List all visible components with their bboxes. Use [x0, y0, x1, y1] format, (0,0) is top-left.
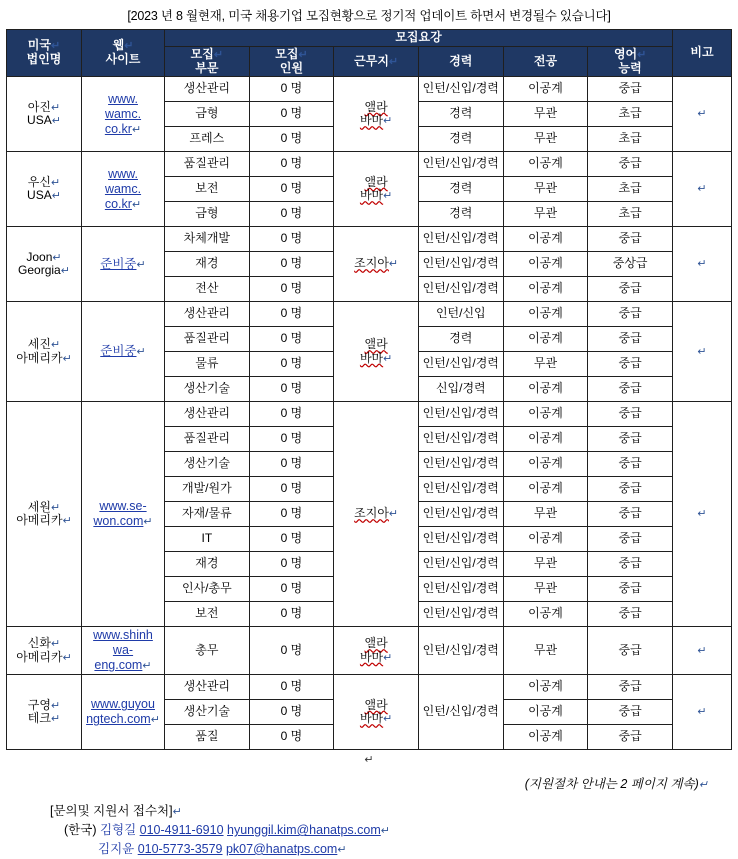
career-cell: 인턴/신입/경력: [418, 452, 503, 477]
footer-note: [6, 766, 732, 792]
remarks-cell: ↵: [673, 675, 732, 750]
contact-phone[interactable]: 010-5773-3579: [137, 841, 223, 856]
career-cell: 인턴/신입/경력: [418, 402, 503, 427]
contact-row-secondary: [50, 840, 732, 859]
table-row: [7, 227, 732, 252]
count-cell: 0 명: [249, 352, 334, 377]
contact-heading-row: [50, 802, 732, 821]
page-title: [2023 년 8 월현재, 미국 채용기업 모집현황으로 정기적 업데이트 하면서 변경될수 있습니다]: [127, 9, 611, 23]
career-cell: 인턴/신입/경력: [418, 427, 503, 452]
dept-cell: 품질관리: [165, 327, 250, 352]
count-cell: 0 명: [249, 252, 334, 277]
contact-pilcrow: ↵: [337, 843, 347, 856]
location-cell: 조지아↵: [334, 402, 419, 627]
company-name: 세원↵ 아메리카↵: [7, 402, 82, 627]
company-name: 아진↵ USA↵: [7, 77, 82, 152]
major-cell: 이공계: [503, 700, 588, 725]
website-link[interactable]: 준비중↵: [82, 227, 165, 302]
contact-block: [6, 792, 732, 858]
dept-cell: IT: [165, 527, 250, 552]
career-cell: 신입/경력: [418, 377, 503, 402]
table-row: [7, 77, 732, 102]
remarks-cell: ↵: [673, 152, 732, 227]
english-cell: 중급: [588, 277, 673, 302]
dept-cell: 보전: [165, 602, 250, 627]
header-row-1: [7, 30, 732, 47]
dept-cell: 생산기술: [165, 377, 250, 402]
career-cell: 인턴/신입: [418, 302, 503, 327]
header-company: 미국↵ 법인명: [7, 30, 82, 77]
contact-name: 김지윤: [98, 841, 138, 856]
website-link[interactable]: www.shinh wa- eng.com↵: [82, 627, 165, 675]
count-cell: 0 명: [249, 725, 334, 750]
career-cell: 인턴/신입/경력: [418, 227, 503, 252]
company-name: Joon↵ Georgia↵: [7, 227, 82, 302]
count-cell: 0 명: [249, 477, 334, 502]
header-career: 경력: [418, 46, 503, 77]
english-cell: 초급: [588, 202, 673, 227]
dept-cell: 생산관리: [165, 302, 250, 327]
remarks-cell: ↵: [673, 402, 732, 627]
major-cell: 무관: [503, 202, 588, 227]
dept-cell: 금형: [165, 202, 250, 227]
career-cell: 인턴/신입/경력: [418, 527, 503, 552]
dept-cell: 재경: [165, 552, 250, 577]
dept-cell: 생산기술: [165, 700, 250, 725]
table-row: [7, 402, 732, 427]
major-cell: 이공계: [503, 725, 588, 750]
major-cell: 무관: [503, 552, 588, 577]
website-link[interactable]: www.se- won.com↵: [82, 402, 165, 627]
major-cell: 이공계: [503, 227, 588, 252]
major-cell: 이공계: [503, 527, 588, 552]
english-cell: 중급: [588, 227, 673, 252]
header-english: 영어↵ 능력: [588, 46, 673, 77]
count-cell: 0 명: [249, 627, 334, 675]
dept-cell: 전산: [165, 277, 250, 302]
count-cell: 0 명: [249, 102, 334, 127]
header-location: 근무지↵: [334, 46, 419, 77]
contact-row-korea: [50, 821, 732, 840]
contact-label: (한국): [64, 823, 100, 838]
count-cell: 0 명: [249, 700, 334, 725]
count-cell: 0 명: [249, 302, 334, 327]
english-cell: 중급: [588, 602, 673, 627]
count-cell: 0 명: [249, 152, 334, 177]
english-cell: 중급: [588, 377, 673, 402]
count-cell: 0 명: [249, 427, 334, 452]
major-cell: 이공계: [503, 277, 588, 302]
contact-phone[interactable]: 010-4911-6910: [139, 823, 224, 838]
career-cell: 인턴/신입/경력: [418, 77, 503, 102]
major-cell: 이공계: [503, 602, 588, 627]
header-dept: 모집↵ 부문: [165, 46, 250, 77]
major-cell: 이공계: [503, 77, 588, 102]
english-cell: 중급: [588, 700, 673, 725]
dept-cell: 생산기술: [165, 452, 250, 477]
major-cell: 이공계: [503, 477, 588, 502]
header-requirements-group: 모집요강: [165, 30, 673, 47]
career-cell: 인턴/신입/경력: [418, 627, 503, 675]
remarks-cell: ↵: [673, 627, 732, 675]
table-row: [7, 152, 732, 177]
count-cell: 0 명: [249, 402, 334, 427]
english-cell: 중급: [588, 675, 673, 700]
career-cell: 인턴/신입/경력: [418, 477, 503, 502]
table-header: [7, 30, 732, 77]
count-cell: 0 명: [249, 127, 334, 152]
dept-cell: 금형: [165, 102, 250, 127]
major-cell: 무관: [503, 577, 588, 602]
dept-cell: 품질관리: [165, 152, 250, 177]
dept-cell: 생산관리: [165, 77, 250, 102]
career-cell: 인턴/신입/경력: [418, 675, 503, 750]
english-cell: 중급: [588, 352, 673, 377]
career-cell: 경력: [418, 127, 503, 152]
dept-cell: 생산관리: [165, 675, 250, 700]
dept-cell: 개발/원가: [165, 477, 250, 502]
count-cell: 0 명: [249, 277, 334, 302]
contact-name: 김형길: [99, 823, 140, 838]
location-cell: 앨라 바마↵: [334, 77, 419, 152]
major-cell: 이공계: [503, 152, 588, 177]
career-cell: 인턴/신입/경력: [418, 277, 503, 302]
english-cell: 중급: [588, 77, 673, 102]
remarks-cell: ↵: [673, 227, 732, 302]
english-cell: 중급: [588, 427, 673, 452]
contact-email[interactable]: hyunggil.kim@hanatps.com: [227, 823, 381, 838]
major-cell: 이공계: [503, 252, 588, 277]
career-cell: 인턴/신입/경력: [418, 552, 503, 577]
english-cell: 중급: [588, 527, 673, 552]
recruitment-table: [6, 29, 732, 750]
english-cell: 초급: [588, 102, 673, 127]
career-cell: 인턴/신입/경력: [418, 502, 503, 527]
count-cell: 0 명: [249, 202, 334, 227]
count-cell: 0 명: [249, 527, 334, 552]
company-name: 우신↵ USA↵: [7, 152, 82, 227]
company-name: 신화↵ 아메리카↵: [7, 627, 82, 675]
major-cell: 이공계: [503, 675, 588, 700]
count-cell: 0 명: [249, 377, 334, 402]
contact-email[interactable]: pk07@hanatps.com: [225, 841, 338, 856]
english-cell: 중급: [588, 327, 673, 352]
career-cell: 인턴/신입/경력: [418, 152, 503, 177]
location-cell: 앨라 바마↵: [334, 302, 419, 402]
header-major: 전공: [503, 46, 588, 77]
dept-cell: 자재/물류: [165, 502, 250, 527]
count-cell: 0 명: [249, 602, 334, 627]
contact-heading: [문의및 지원서 접수처]: [50, 804, 173, 819]
dept-cell: 품질: [165, 725, 250, 750]
contact-heading-pilcrow: ↵: [172, 806, 182, 819]
english-cell: 중상급: [588, 252, 673, 277]
count-cell: 0 명: [249, 502, 334, 527]
english-cell: 중급: [588, 452, 673, 477]
english-cell: 중급: [588, 577, 673, 602]
dept-cell: 총무: [165, 627, 250, 675]
company-name: 세진↵ 아메리카↵: [7, 302, 82, 402]
company-name: 구영↵ 테크↵: [7, 675, 82, 750]
major-cell: 이공계: [503, 302, 588, 327]
english-cell: 초급: [588, 127, 673, 152]
major-cell: 이공계: [503, 452, 588, 477]
website-link[interactable]: www. wamc. co.kr↵: [82, 77, 165, 152]
location-cell: 앨라 바마↵: [334, 675, 419, 750]
footer-note-text: (지원절차 안내는 2 페이지 계속): [524, 777, 699, 792]
career-cell: 경력: [418, 177, 503, 202]
english-cell: 중급: [588, 402, 673, 427]
english-cell: 중급: [588, 502, 673, 527]
dept-cell: 인사/총무: [165, 577, 250, 602]
count-cell: 0 명: [249, 327, 334, 352]
major-cell: 이공계: [503, 327, 588, 352]
career-cell: 인턴/신입/경력: [418, 602, 503, 627]
count-cell: 0 명: [249, 577, 334, 602]
body-pilcrow: ↵: [364, 754, 374, 767]
location-cell: 조지아↵: [334, 227, 419, 302]
footer-pilcrow: ↵: [698, 779, 708, 792]
website-link[interactable]: www. wamc. co.kr↵: [82, 152, 165, 227]
english-cell: 중급: [588, 627, 673, 675]
remarks-cell: ↵: [673, 77, 732, 152]
english-cell: 중급: [588, 477, 673, 502]
major-cell: 무관: [503, 352, 588, 377]
dept-cell: 생산관리: [165, 402, 250, 427]
location-cell: 앨라 바마↵: [334, 152, 419, 227]
english-cell: 중급: [588, 302, 673, 327]
table-row: [7, 627, 732, 675]
major-cell: 무관: [503, 177, 588, 202]
major-cell: 무관: [503, 102, 588, 127]
table-body: [7, 77, 732, 750]
career-cell: 인턴/신입/경력: [418, 577, 503, 602]
table-row: [7, 675, 732, 700]
career-cell: 인턴/신입/경력: [418, 352, 503, 377]
location-cell: 앨라 바마↵: [334, 627, 419, 675]
english-cell: 중급: [588, 725, 673, 750]
major-cell: 이공계: [503, 402, 588, 427]
dept-cell: 보전: [165, 177, 250, 202]
dept-cell: 품질관리: [165, 427, 250, 452]
dept-cell: 프레스: [165, 127, 250, 152]
major-cell: 이공계: [503, 377, 588, 402]
count-cell: 0 명: [249, 177, 334, 202]
dept-cell: 물류: [165, 352, 250, 377]
english-cell: 초급: [588, 177, 673, 202]
count-cell: 0 명: [249, 227, 334, 252]
english-cell: 중급: [588, 552, 673, 577]
dept-cell: 재경: [165, 252, 250, 277]
website-link[interactable]: www.guyou ngtech.com↵: [82, 675, 165, 750]
header-website: 웹↵ 사이트: [82, 30, 165, 77]
website-link[interactable]: 준비중↵: [82, 302, 165, 402]
career-cell: 경력: [418, 327, 503, 352]
dept-cell: 차체개발: [165, 227, 250, 252]
remarks-cell: ↵: [673, 302, 732, 402]
table-row: [7, 302, 732, 327]
header-count: 모집↵ 인원: [249, 46, 334, 77]
major-cell: 무관: [503, 627, 588, 675]
count-cell: 0 명: [249, 552, 334, 577]
major-cell: 이공계: [503, 427, 588, 452]
major-cell: 무관: [503, 127, 588, 152]
count-cell: 0 명: [249, 675, 334, 700]
major-cell: 무관: [503, 502, 588, 527]
career-cell: 인턴/신입/경력: [418, 252, 503, 277]
header-remarks: 비고: [673, 30, 732, 77]
count-cell: 0 명: [249, 452, 334, 477]
career-cell: 경력: [418, 102, 503, 127]
count-cell: 0 명: [249, 77, 334, 102]
career-cell: 경력: [418, 202, 503, 227]
english-cell: 중급: [588, 152, 673, 177]
contact-pilcrow: ↵: [380, 825, 390, 838]
